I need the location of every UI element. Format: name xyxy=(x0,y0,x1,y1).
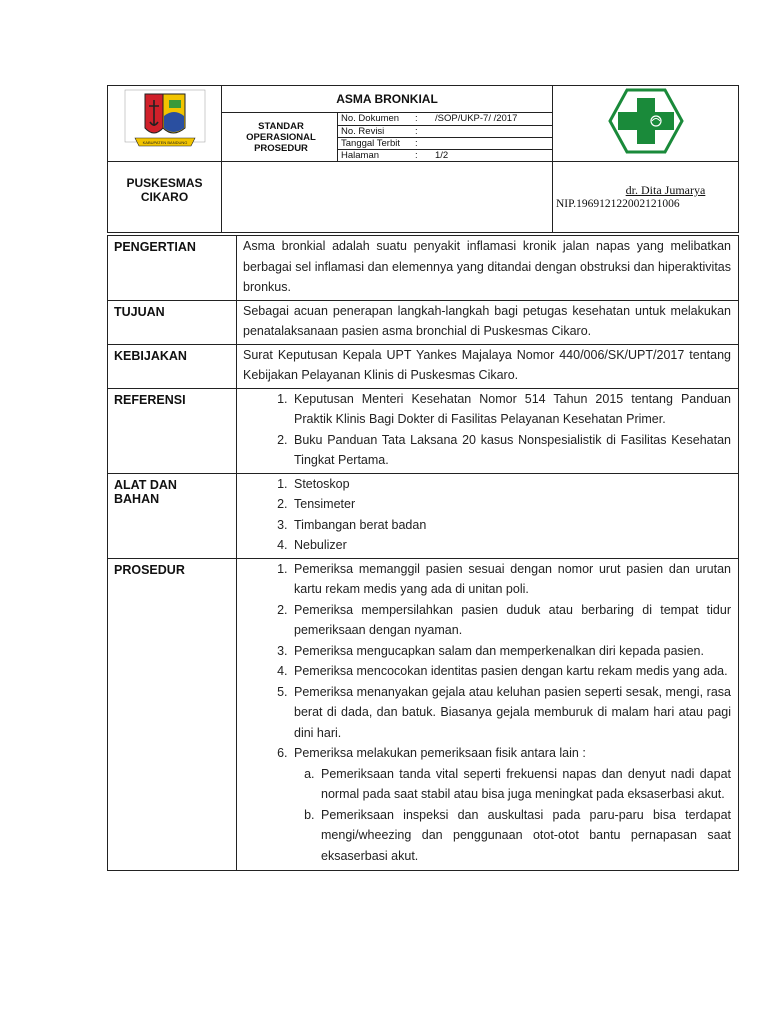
list-item: 6. Pemeriksa melakukan pemeriksaan fisik antara lain : a. Pemeriksaan tanda vital seperti frekuensi napas dan denyut nadi dapat normal pada saat stabil atau bisa juga meningkat pada eksaserbasi akut. b. Pemeriksaan inspeksi dan auskultasi pada paru-paru bisa terdapat mengi/wheezing dan penggunaan otot-otot bantu pernapasan saat eksaserbasi akut. xyxy=(291,743,731,866)
section-text: Sebagai acuan penerapan langkah-langkah bagi petugas kesehatan untuk melakukan penatalaksanaan pasien asma bronchial di Puskesmas Cikaro. xyxy=(237,300,739,344)
list-item: 2. Tensimeter xyxy=(291,494,731,515)
section-list xyxy=(237,473,739,558)
svg-text:KABUPATEN BANDUNG: KABUPATEN BANDUNG xyxy=(142,140,187,145)
section-label: PROSEDUR xyxy=(108,558,237,871)
sop-content-table xyxy=(107,235,739,871)
meta-halaman: Halaman : 1/2 xyxy=(338,150,553,162)
section-list xyxy=(237,558,739,871)
kabupaten-crest-icon xyxy=(123,88,207,156)
meta-no-dokumen: No. Dokumen : /SOP/UKP-7/ /2017 xyxy=(338,113,553,126)
sop-title: ASMA BRONKIAL xyxy=(222,86,553,113)
list-item: 2. Buku Panduan Tata Laksana 20 kasus Nonspesialistik di Fasilitas Kesehatan Tingkat Pertama. xyxy=(291,430,731,471)
section-prosedur xyxy=(108,558,739,871)
section-kebijakan xyxy=(108,344,739,388)
sub-list-item: a. Pemeriksaan tanda vital seperti frekuensi napas dan denyut nadi dapat normal pada saat stabil atau bisa juga meningkat pada eksaserbasi akut. xyxy=(318,764,731,805)
section-label: KEBIJAKAN xyxy=(108,344,237,388)
meta-tanggal-terbit: Tanggal Terbit : xyxy=(338,138,553,150)
section-text: Surat Keputusan Kepala UPT Yankes Majalaya Nomor 440/006/SK/UPT/2017 tentang Kebijakan Pelayanan Klinis di Puskesmas Cikaro. xyxy=(237,344,739,388)
left-logo-cell xyxy=(108,86,222,162)
section-label: ALAT DAN BAHAN xyxy=(108,473,237,558)
section-label: TUJUAN xyxy=(108,300,237,344)
section-pengertian xyxy=(108,236,739,301)
puskesmas-cross-logo-icon xyxy=(608,88,684,154)
list-item: 4. Nebulizer xyxy=(291,535,731,556)
blank-cell xyxy=(222,162,553,233)
list-item: 1. Keputusan Menteri Kesehatan Nomor 514 Tahun 2015 tentang Panduan Praktik Klinis Bagi Dokter di Fasilitas Pelayanan Kesehatan Primer. xyxy=(291,389,731,430)
list-item: 3. Pemeriksa mengucapkan salam dan memperkenalkan diri kepada pasien. xyxy=(291,641,731,662)
section-label: REFERENSI xyxy=(108,388,237,473)
section-text: Asma bronkial adalah suatu penyakit inflamasi kronik jalan napas yang melibatkan berbagai sel inflamasi dan elemennya yang ditandai dengan obstruksi dan hiperaktivitas bronkus. xyxy=(237,236,739,301)
signatory-cell xyxy=(553,162,739,233)
list-item: 1. Pemeriksa memanggil pasien sesuai dengan nomor urut pasien dan urutan kartu rekam medis yang ada di unitan poli. xyxy=(291,559,731,600)
section-alat-bahan xyxy=(108,473,739,558)
signatory-name: dr. Dita Jumarya xyxy=(625,183,706,197)
section-list xyxy=(237,388,739,473)
list-item: 1. Stetoskop xyxy=(291,474,731,495)
meta-no-revisi: No. Revisi : xyxy=(338,126,553,138)
section-label: PENGERTIAN xyxy=(108,236,237,301)
sop-label: STANDAR OPERASIONAL PROSEDUR xyxy=(222,113,338,162)
section-referensi xyxy=(108,388,739,473)
list-item: 3. Timbangan berat badan xyxy=(291,515,731,536)
organization-name: PUSKESMAS CIKARO xyxy=(108,162,222,233)
signatory-nip: NIP.196912122002121006 xyxy=(556,198,680,210)
list-item: 2. Pemeriksa mempersilahkan pasien duduk atau berbaring di tempat tidur pemeriksaan dengan nyaman. xyxy=(291,600,731,641)
sub-list-item: b. Pemeriksaan inspeksi dan auskultasi pada paru-paru bisa terdapat mengi/wheezing dan penggunaan otot-otot bantu pernapasan saat eksaserbasi akut. xyxy=(318,805,731,867)
list-item: 5. Pemeriksa menanyakan gejala atau keluhan pasien seperti sesak, mengi, rasa berat di dada, dan batuk. Biasanya gejala memburuk di malam hari atau pagi dini hari. xyxy=(291,682,731,744)
document-header xyxy=(107,85,739,233)
right-logo-cell xyxy=(553,86,739,162)
list-item: 4. Pemeriksa mencocokan identitas pasien dengan kartu rekam medis yang ada. xyxy=(291,661,731,682)
section-tujuan xyxy=(108,300,739,344)
